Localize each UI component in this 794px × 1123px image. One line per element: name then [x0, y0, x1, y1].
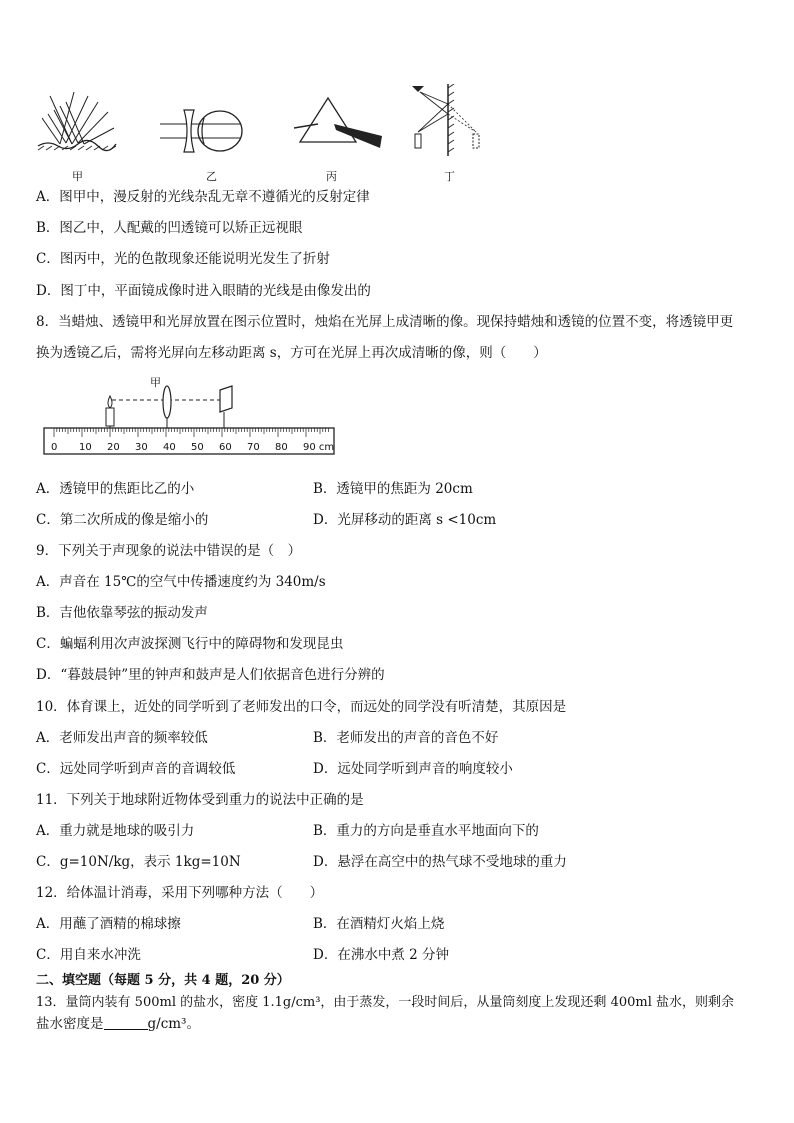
ruler-tick-label: 10: [79, 442, 92, 453]
q8-option-b: B．透镜甲的焦距为 20cm: [313, 481, 473, 497]
q13-answer-blank[interactable]: [104, 1015, 148, 1030]
ruler-tick-label: 60: [219, 442, 232, 453]
q11-option-d: D．悬浮在高空中的热气球不受地球的重力: [313, 854, 567, 870]
figure-jia: [36, 88, 118, 160]
q13-line2-prefix: 盐水密度是: [36, 1016, 104, 1032]
q11-option-b: B．重力的方向是垂直水平地面向下的: [313, 823, 539, 839]
q7-option-d: D．图丁中，平面镜成像时进入眼睛的光线是由像发出的: [36, 283, 371, 299]
q9-option-a: A．声音在 15℃的空气中传播速度约为 340m/s: [36, 574, 326, 590]
caption-bing: 丙: [326, 170, 337, 183]
lens-label: 甲: [150, 376, 161, 389]
q9-option-d: D．“暮鼓晨钟”里的钟声和鼓声是人们依据音色进行分辨的: [36, 667, 385, 683]
q9-stem: 9．下列关于声现象的说法中错误的是（ ）: [36, 543, 302, 559]
q12-option-a: A．用蘸了酒精的棉球擦: [36, 916, 181, 932]
q13-line1: 13．量筒内装有 500ml 的盐水，密度 1.1g/cm³，由于蒸发，一段时间后，从量筒刻度上发现还剩 400ml 盐水，则剩余: [36, 995, 734, 1010]
q8-optical-bench-figure: [40, 374, 338, 460]
caption-yi: 乙: [206, 170, 217, 183]
ruler-tick-label: 20: [107, 442, 120, 453]
q10-option-c: C．远处同学听到声音的音调较低: [36, 761, 236, 777]
q12-option-d: D．在沸水中煮 2 分钟: [313, 947, 449, 963]
q13-line2: [36, 1015, 200, 1033]
q7-option-c: C．图丙中，光的色散现象还能说明光发生了折射: [36, 251, 330, 267]
ruler-tick-label: 90 cm: [303, 442, 335, 453]
caption-ding: 丁: [444, 170, 455, 183]
q8-option-c: C．第二次所成的像是缩小的: [36, 512, 209, 528]
ruler-tick-label: 0: [51, 442, 58, 453]
q8-stem-line2: 换为透镜乙后，需将光屏向左移动距离 s，方可在光屏上再次成清晰的像，则（ ）: [36, 345, 547, 361]
q12-stem: 12．给体温计消毒，采用下列哪种方法（ ）: [36, 885, 324, 901]
ruler-tick-label: 70: [247, 442, 260, 453]
q11-option-c: C．g=10N/kg，表示 1kg=10N: [36, 854, 241, 870]
ruler-tick-label: 40: [163, 442, 176, 453]
figure-bing: [294, 96, 384, 152]
ruler-tick-label: 50: [191, 442, 204, 453]
section-2-heading: 二、填空题（每题 5 分，共 4 题，20 分）: [36, 973, 290, 988]
q10-stem: 10．体育课上，近处的同学听到了老师发出的口令，而远处的同学没有听清楚，其原因是: [36, 699, 567, 715]
q7-option-b: B．图乙中，人配戴的凹透镜可以矫正远视眼: [36, 220, 303, 236]
q10-option-b: B．老师发出的声音的音色不好: [313, 730, 499, 746]
q7-option-a: A．图甲中，漫反射的光线杂乱无章不遵循光的反射定律: [36, 189, 370, 205]
q9-option-b: B．吉他依靠琴弦的振动发声: [36, 605, 208, 621]
figure-yi: [160, 108, 248, 154]
ruler-tick-label: 30: [135, 442, 148, 453]
ruler-tick-label: 80: [275, 442, 288, 453]
q10-option-d: D．远处同学听到声音的响度较小: [313, 761, 513, 777]
q8-option-a: A．透镜甲的焦距比乙的小: [36, 481, 195, 497]
q9-option-c: C．蝙蝠利用次声波探测飞行中的障碍物和发现昆虫: [36, 636, 344, 652]
q11-option-a: A．重力就是地球的吸引力: [36, 823, 195, 839]
figure-ding: [408, 84, 488, 156]
q10-option-a: A．老师发出声音的频率较低: [36, 730, 208, 746]
q11-stem: 11．下列关于地球附近物体受到重力的说法中正确的是: [36, 792, 364, 808]
caption-jia: 甲: [72, 170, 83, 183]
q8-stem-line1: 8．当蜡烛、透镜甲和光屏放置在图示位置时，烛焰在光屏上成清晰的像。现保持蜡烛和透镜的位置不变，将透镜甲更: [36, 314, 734, 330]
q8-option-d: D．光屏移动的距离 s <10cm: [313, 512, 497, 528]
q12-option-b: B．在酒精灯火焰上烧: [313, 916, 445, 932]
q12-option-c: C．用自来水冲洗: [36, 947, 141, 963]
q13-line2-suffix: g/cm³。: [147, 1016, 200, 1032]
